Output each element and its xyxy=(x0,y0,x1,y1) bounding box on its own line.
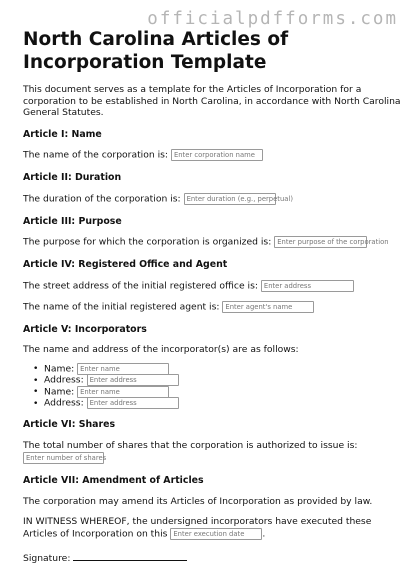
incorporator-label: Name: xyxy=(44,386,74,397)
corporation-name-field[interactable]: Enter corporation name xyxy=(171,149,263,161)
article-3-text: The purpose for which the corporation is organized is: xyxy=(23,237,271,248)
article-5-heading: Article V: Incorporators xyxy=(23,324,403,336)
registered-office-text: The street address of the initial registered office is: xyxy=(23,280,258,291)
signature-field[interactable] xyxy=(73,552,187,561)
registered-office-field[interactable]: Enter address xyxy=(261,280,354,292)
article-3-heading: Article III: Purpose xyxy=(23,216,403,228)
registered-agent-text: The name of the initial registered agent is: xyxy=(23,301,219,312)
incorporator-label: Name: xyxy=(44,363,74,374)
incorporator-2-name-field[interactable]: Enter name xyxy=(77,386,169,398)
article-5-text: The name and address of the incorporator(s) are as follows: xyxy=(23,344,403,356)
shares-field[interactable]: Enter number of shares xyxy=(23,452,104,464)
incorporator-label: Address: xyxy=(44,375,84,386)
document-page xyxy=(23,28,403,564)
incorporator-1-address-field[interactable]: Enter address xyxy=(87,374,179,386)
article-7-text: The corporation may amend its Articles of Incorporation as provided by law. xyxy=(23,496,403,508)
duration-field[interactable]: Enter duration (e.g., perpetual) xyxy=(184,193,276,205)
article-3-line xyxy=(23,236,403,248)
shares-line xyxy=(23,452,403,464)
incorporator-label: Address: xyxy=(44,398,84,409)
bullet: • xyxy=(33,398,44,410)
bullet: • xyxy=(33,375,44,387)
article-2-text: The duration of the corporation is: xyxy=(23,193,181,204)
registered-office-line xyxy=(23,280,403,292)
article-2-line xyxy=(23,193,403,205)
list-item xyxy=(33,397,403,408)
incorporator-1-name-field[interactable]: Enter name xyxy=(77,363,169,375)
document-title: North Carolina Articles of Incorporation Template xyxy=(23,28,403,74)
witness-paragraph xyxy=(23,516,403,540)
intro-paragraph: This document serves as a template for the Articles of Incorporation for a corporation to be established in North Carolina, in accordance with North Carolina General Statutes. xyxy=(23,84,403,119)
execution-date-field[interactable]: Enter execution date xyxy=(170,528,262,540)
article-6-heading: Article VI: Shares xyxy=(23,419,403,431)
signature-label: Signature: xyxy=(23,553,70,564)
incorporators-list xyxy=(23,363,403,409)
article-4-heading: Article IV: Registered Office and Agent xyxy=(23,259,403,271)
witness-suffix: . xyxy=(262,528,265,539)
article-1-heading: Article I: Name xyxy=(23,129,403,141)
bullet: • xyxy=(33,363,44,375)
article-1-line xyxy=(23,149,403,161)
list-item xyxy=(33,386,403,397)
article-2-heading: Article II: Duration xyxy=(23,172,403,184)
watermark: officialpdfforms.com xyxy=(147,9,398,29)
list-item xyxy=(33,363,403,374)
article-6-text: The total number of shares that the corporation is authorized to issue is: xyxy=(23,440,403,452)
registered-agent-field[interactable]: Enter agent's name xyxy=(222,301,314,313)
registered-agent-line xyxy=(23,301,403,313)
incorporator-2-address-field[interactable]: Enter address xyxy=(87,397,179,409)
witness-text: IN WITNESS WHEREOF, the undersigned incorporators have executed these Articles of Incorporation on this xyxy=(23,516,371,539)
signature-line xyxy=(23,552,403,564)
list-item xyxy=(33,374,403,385)
purpose-field[interactable]: Enter purpose of the corporation xyxy=(274,236,367,248)
article-7-heading: Article VII: Amendment of Articles xyxy=(23,475,403,487)
bullet: • xyxy=(33,386,44,398)
article-1-text: The name of the corporation is: xyxy=(23,150,168,161)
